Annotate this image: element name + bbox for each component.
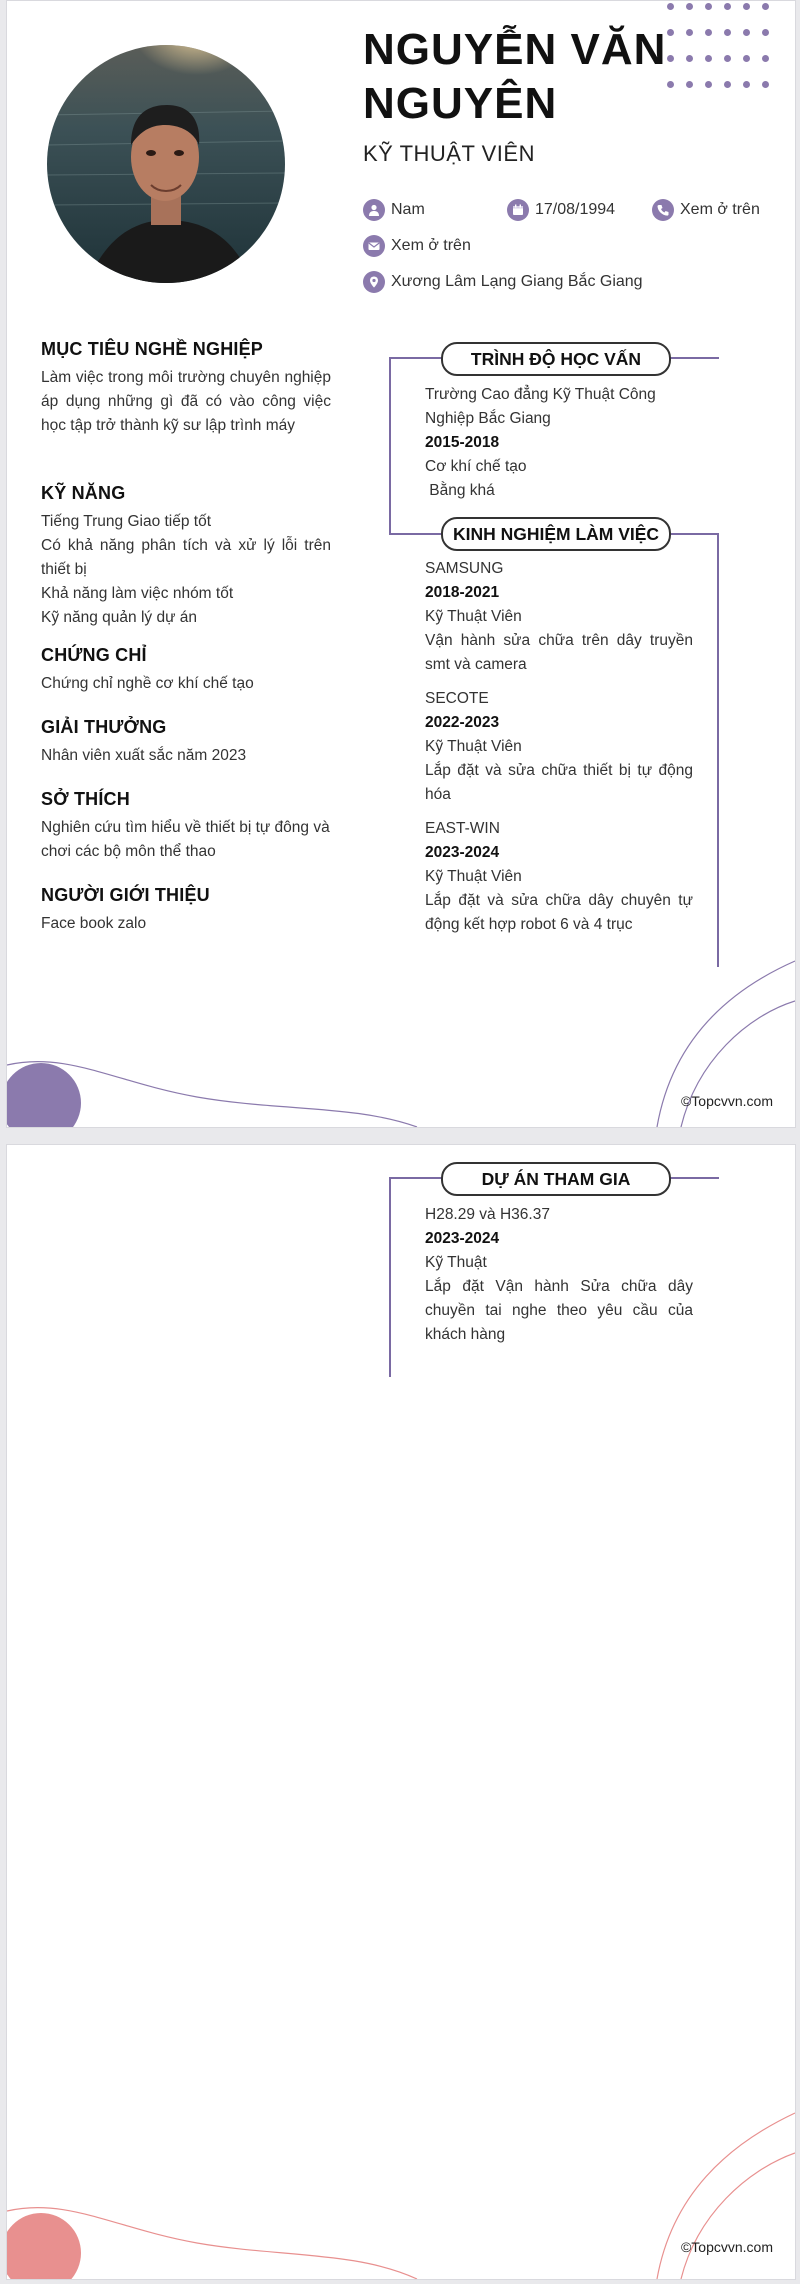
job-company: EAST-WIN	[425, 820, 500, 837]
education-major: Cơ khí chế tạo	[425, 458, 527, 475]
phone-value: Xem ở trên	[680, 201, 760, 218]
career-objective-heading: MỤC TIÊU NGHỀ NGHIỆP	[41, 339, 264, 359]
education-heading: TRÌNH ĐỘ HỌC VẤN	[441, 342, 671, 376]
job-position: Kỹ Thuật Viên	[425, 868, 522, 885]
job-years: 2018-2021	[425, 584, 500, 601]
project-role: Kỹ Thuật	[425, 1254, 487, 1271]
certificates-text: Chứng chỉ nghề cơ khí chế tạo	[41, 675, 254, 692]
certificates-heading: CHỨNG CHỈ	[41, 645, 147, 665]
experience-heading: KINH NGHIỆM LÀM VIỆC	[441, 517, 671, 551]
project-years: 2023-2024	[425, 1230, 500, 1247]
footer-credit: ©Topcvvn.com	[680, 2239, 773, 2255]
job-description: Lắp đặt và sửa chữa dây chuyên tự động kết hợp robot 6 và 4 trục	[425, 892, 693, 933]
education-grade: Bằng khá	[425, 482, 495, 499]
references-text: Face book zalo	[41, 915, 147, 932]
resume-page-1	[6, 0, 796, 1128]
job-years: 2022-2023	[425, 714, 500, 731]
education-years: 2015-2018	[425, 434, 500, 451]
education-school: Trường Cao đẳng Kỹ Thuật Công Nghiệp Bắc Giang	[425, 386, 656, 427]
decorative-curves	[7, 1145, 795, 2279]
project-name: H28.29 và H36.37	[425, 1206, 550, 1223]
references-heading: NGƯỜI GIỚI THIỆU	[41, 885, 210, 905]
name-line-2: NGUYÊN	[363, 79, 558, 128]
awards-text: Nhân viên xuất sắc năm 2023	[41, 747, 247, 764]
job-description: Vận hành sửa chữa trên dây truyền smt và camera	[425, 632, 693, 673]
job-position: Kỹ Thuật Viên	[425, 738, 522, 755]
job-title: KỸ THUẬT VIÊN	[363, 141, 535, 166]
decorative-curves	[7, 1, 795, 1127]
skill-item: Khả năng làm việc nhóm tốt	[41, 585, 234, 602]
email-value: Xem ở trên	[391, 237, 471, 254]
project-description: Lắp đặt Vận hành Sửa chữa dây chuyền tai nghe theo yêu cầu của khách hàng	[425, 1278, 693, 1343]
job-description: Lắp đặt và sửa chữa thiết bị tự động hóa	[425, 762, 693, 803]
address-value: Xương Lâm Lạng Giang Bắc Giang	[391, 273, 643, 290]
job-company: SECOTE	[425, 690, 489, 707]
resume-page-2	[6, 1144, 796, 2280]
hobbies-text: Nghiên cứu tìm hiểu về thiết bị tự đông và chơi các bộ môn thể thao	[41, 819, 330, 860]
hobbies-heading: SỞ THÍCH	[41, 789, 130, 809]
footer-credit: ©Topcvvn.com	[680, 1093, 773, 1109]
job-years: 2023-2024	[425, 844, 500, 861]
name-line-1: NGUYỄN VĂN	[363, 25, 667, 74]
awards-heading: GIẢI THƯỞNG	[41, 717, 167, 737]
job-company: SAMSUNG	[425, 560, 504, 577]
job-position: Kỹ Thuật Viên	[425, 608, 522, 625]
skill-item: Tiếng Trung Giao tiếp tốt	[41, 513, 212, 530]
career-objective-text: Làm việc trong môi trường chuyên nghiệp áp dụng những gì đã có vào công việc học tập trở thành kỹ sư lập trình máy	[41, 369, 331, 434]
skill-item: Có khả năng phân tích và xử lý lỗi trên thiết bị	[41, 537, 331, 578]
gender-value: Nam	[391, 201, 425, 218]
dob-value: 17/08/1994	[535, 201, 616, 218]
skills-heading: KỸ NĂNG	[41, 483, 126, 503]
skill-item: Kỹ năng quản lý dự án	[41, 609, 198, 626]
projects-heading: DỰ ÁN THAM GIA	[441, 1162, 671, 1196]
